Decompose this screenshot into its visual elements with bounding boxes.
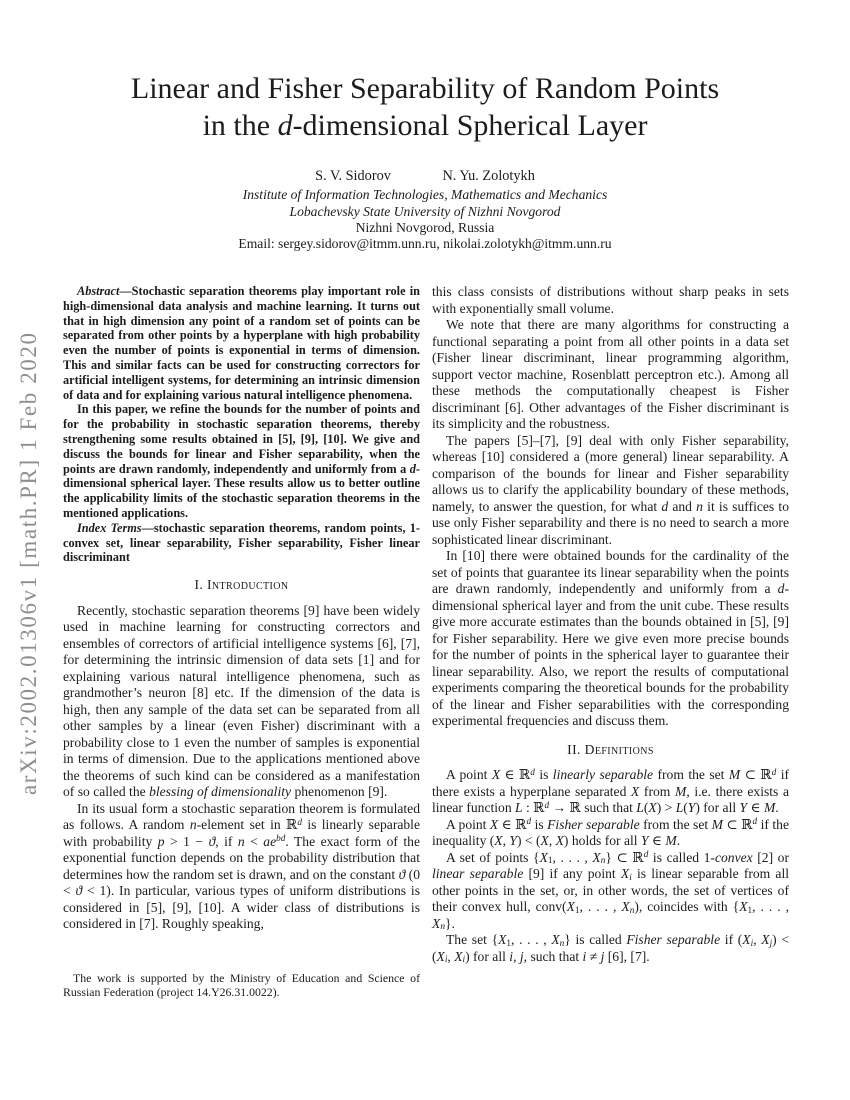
paper-title-line1: Linear and Fisher Separability of Random Points	[130, 72, 720, 105]
abstract-paragraph-2: In this paper, we refine the bounds for the number of points and for the probability in stochastic separation theorems, thereby strengthening some results obtained in [5], [9], [10]. We give and discuss the bounds for linear and Fisher separability, when the points are drawn randomly, independently and uniformly from a d-dimensional spherical layer. These results allow us to better outline the applicability limits of the stochastic separation theorems in the mentioned applications.	[63, 402, 420, 520]
affiliation-institute: Institute of Information Technologies, Mathematics and Mechanics	[242, 187, 608, 203]
definition-paragraph-2: A point X ∈ ℝ$^d$ is Fisher separable from the set M ⊂ ℝ$^d$ if the inequality (X, Y) < (X, X) holds for all Y ∈ M.	[432, 816, 789, 848]
section-heading-definitions: II. Definitions	[567, 741, 654, 757]
intro-paragraph-4: The papers [5]–[7], [9] deal with only Fisher separability, whereas [10] considered a (more general) linear separability. A comparison of the bounds for linear and Fisher separability allows us to clarify the applicability boundary of these methods, namely, to answer the question, for what d and n it is suffices to use only Fisher separability and there is no need to search a more sophisticated linear discriminant.	[432, 432, 789, 547]
index-terms-text: —stochastic separation theorems, random points, 1-convex set, linear separability, Fisher separability, Fisher linear discriminant	[63, 520, 420, 565]
author-name-2: N. Yu. Zolotykh	[442, 168, 535, 184]
section-heading-introduction: I. Introduction	[194, 577, 289, 593]
paper-title-line2: in the d-dimensional Spherical Layer	[202, 109, 648, 142]
affiliation-university: Lobachevsky State University of Nizhni Novgorod	[289, 203, 561, 219]
abstract-paragraph-1	[63, 284, 420, 402]
definition-paragraph-3: A set of points {$X_1$, . . . , $X_n$} ⊂ ℝ$^d$ is called 1-convex [2] or linear separable [9] if any point $X_i$ is linear separable from all other points in the set, or, in other words, the set of vertices of their convex hull, $conv(X_1$, . . . , $X_n$), coincides with {$X_1$, . . . , $X_n$}.	[432, 849, 790, 932]
email-line: Email: sergey.sidorov@itmm.unn.ru, nikolai.zolotykh@itmm.unn.ru	[238, 236, 612, 252]
left-column	[63, 284, 420, 933]
definition-paragraph-1: A point X ∈ ℝ$^d$ is linearly separable from the set M ⊂ ℝ$^d$ if there exists a hyperplane separated X from M, i.e. there exists a linear function L : ℝ$^d$ → ℝ such that L(X) > L(Y) for all Y ∈ M.	[432, 766, 790, 815]
authors-block	[0, 168, 850, 252]
definition-paragraph-4: The set {$X_1$, . . . , $X_n$} is called Fisher separable if ($X_i$, $X_j) < (X_i$, $X_i$) for all i, j, such that i ≠ j [6], [7].	[432, 932, 790, 965]
author-name-1: S. V. Sidorov	[315, 168, 391, 184]
right-column	[432, 284, 789, 965]
paper-title	[0, 70, 850, 144]
abstract-block	[63, 284, 420, 565]
index-terms-label: Index Terms	[77, 520, 142, 535]
intro-paragraph-1: Recently, stochastic separation theorems [9] have been widely used in machine learning for constructing correctors and ensembles of correctors of artificial intelligence systems [6], [7], for determining the intrinsic dimension of data sets [1] and for explaining various natural intelligence phenomena, such as grandmother’s neuron [8] etc. If the dimension of the data is high, then any sample of the data set can be separated from all other samples by a linear (even Fisher) discriminant with a probability close to 1 even the number of samples is exponential in terms of dimension. Due to the applications mentioned above the theorems of such kind can be considered as a manifestation of so called the blessing of dimensionality phenomenon [9].	[63, 602, 420, 800]
intro-paragraph-5: In [10] there were obtained bounds for the cardinality of the set of points that guarantee its linear separability when the points are drawn randomly, independently and uniformly from a d-dimensional spherical layer and from the unit cube. These results give more accurate estimates than the bounds obtained in [5], [9] for Fisher separability. Here we give even more precise bounds for the number of points in the spherical layer to guarantee their linear separability. Also, we report the results of computational experiments comparing the theoretical bounds for the probability of the linear and Fisher separabilities with the corresponding experimental frequencies and discuss them.	[432, 548, 789, 728]
intro-paragraph-3: We note that there are many algorithms for constructing a functional separating a point from all other points in a data set (Fisher linear discriminant, linear programming algorithm, support vector machine, Rosenblatt perceptron etc.). Among all these methods the computationally cheapest is Fisher discriminant [6]. Other advantages of the Fisher discriminant is its simplicity and the robustness.	[432, 317, 789, 431]
funding-footnote	[63, 972, 420, 999]
index-terms-paragraph	[63, 521, 420, 565]
abstract-label: Abstract	[77, 284, 120, 298]
intro-paragraph-2: In its usual form a stochastic separation theorem is formulated as follows. A random n-element set in ℝ$^d$ is linearly separable with probability p > 1 − ϑ, if $n < ae^{bd}$. The exact form of the exponential function depends on the probability distribution that determines how the random set is drawn, and on the constant ϑ (0 < ϑ < 1). In particular, various types of uniform distributions is considered in [5], [9], [10]. A wider class of distributions is considered in [7]. Roughly speaking,	[63, 800, 421, 932]
affiliation-city: Nizhni Novgorod, Russia	[355, 219, 495, 235]
author-names	[0, 168, 850, 184]
funding-footnote-text: The work is supported by the Ministry of Education and Science of Russian Federation (project 14.Y26.31.0022).	[63, 971, 420, 999]
arxiv-watermark: arXiv:2002.01306v1 [math.PR] 1 Feb 2020	[16, 331, 41, 795]
abstract-text-1: —Stochastic separation theorems play important role in high-dimensional data analysis and machine learning. It turns out that in high dimension any point of a random set of points can be separated from other points by a hyperplane with high probability even the number of points is exponential in terms of dimension. This and similar facts can be used for constructing correctors for artificial intelligent systems, for determining an intrinsic dimension of data and for explaining various natural intelligence phenomena.	[63, 284, 420, 402]
intro-paragraph-2-continued: this class consists of distributions without sharp peaks in sets with exponentially small volume.	[432, 284, 789, 316]
